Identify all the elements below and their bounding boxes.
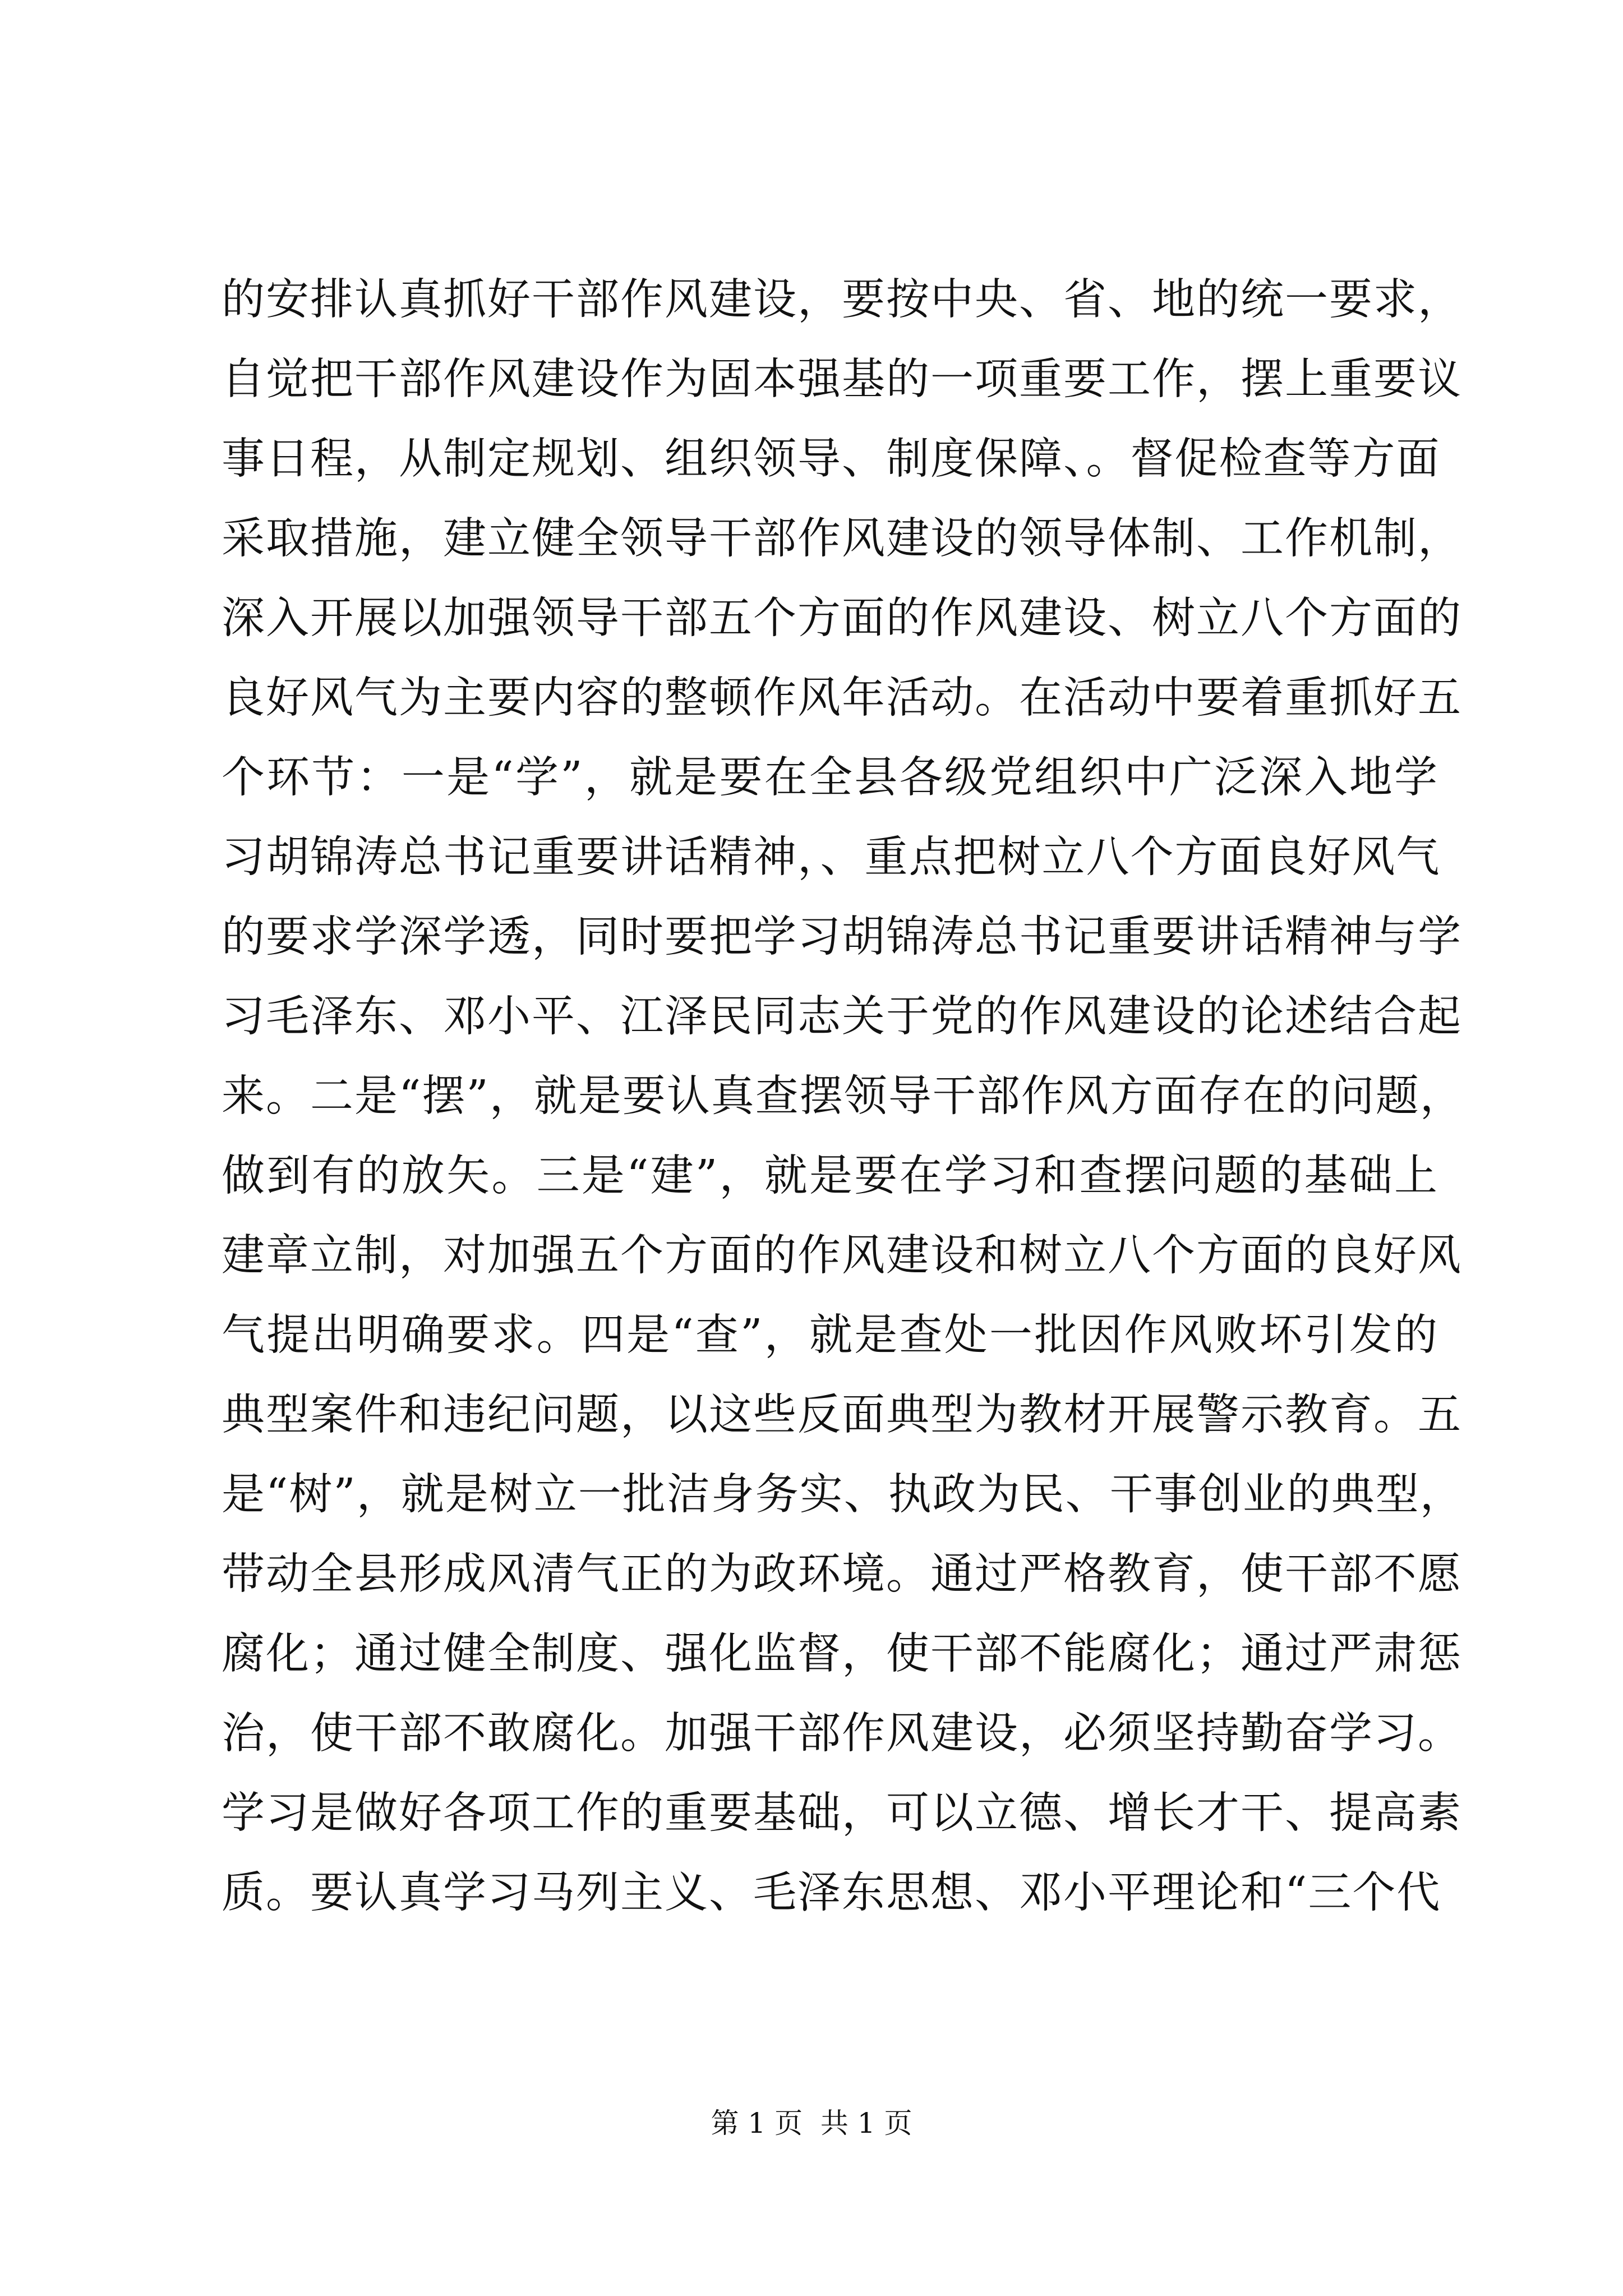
text-line: 气提出明确要求。四是“查”，就是查处一批因作风败坏引发的	[222, 1310, 1438, 1360]
text-line: 深入开展以加强领导干部五个方面的作风建设、树立八个方面的	[222, 593, 1462, 643]
text-line: 的要求学深学透，同时要把学习胡锦涛总书记重要讲话精神与学	[222, 912, 1462, 962]
body-text	[222, 260, 1464, 1933]
text-line: 建章立制，对加强五个方面的作风建设和树立八个方面的良好风	[222, 1231, 1462, 1281]
text-line: 是“树”，就是树立一批洁身务实、执政为民、干事创业的典型，	[222, 1470, 1464, 1520]
text-line: 典型案件和违纪问题，以这些反面典型为教材开展警示教育。五	[222, 1390, 1462, 1440]
text-line: 自觉把干部作风建设作为固本强基的一项重要工作，摆上重要议	[222, 355, 1462, 404]
text-line: 质。要认真学习马列主义、毛泽东思想、邓小平理论和“三个代	[222, 1868, 1441, 1918]
text-line: 带动全县形成风清气正的为政环境。通过严格教育，使干部不愿	[222, 1549, 1462, 1599]
text-line: 来。二是“摆”，就是要认真查摆领导干部作风方面存在的问题，	[222, 1071, 1464, 1121]
text-line: 习毛泽东、邓小平、江泽民同志关于党的作风建设的论述结合起	[222, 992, 1462, 1042]
text-line: 做到有的放矢。三是“建”，就是要在学习和查摆问题的基础上	[222, 1151, 1438, 1201]
page-number-footer: 第 1 页 共 1 页	[711, 2107, 912, 2139]
text-line: 事日程，从制定规划、组织领导、制度保障、。督促检查等方面	[222, 434, 1441, 484]
text-line: 治，使干部不敢腐化。加强干部作风建设，必须坚持勤奋学习。	[222, 1709, 1462, 1759]
text-line: 习胡锦涛总书记重要讲话精神，、重点把树立八个方面良好风气	[222, 832, 1441, 882]
text-line: 学习是做好各项工作的重要基础，可以立德、增长才干、提高素	[222, 1788, 1462, 1838]
text-line: 的安排认真抓好干部作风建设，要按中央、省、地的统一要求，	[222, 275, 1462, 325]
text-line: 个环节：一是“学”，就是要在全县各级党组织中广泛深入地学	[222, 753, 1438, 803]
text-line: 良好风气为主要内容的整顿作风年活动。在活动中要着重抓好五	[222, 673, 1462, 723]
text-line: 腐化；通过健全制度、强化监督，使干部不能腐化；通过严肃惩	[222, 1629, 1462, 1679]
text-line: 采取措施，建立健全领导干部作风建设的领导体制、工作机制，	[222, 514, 1462, 564]
